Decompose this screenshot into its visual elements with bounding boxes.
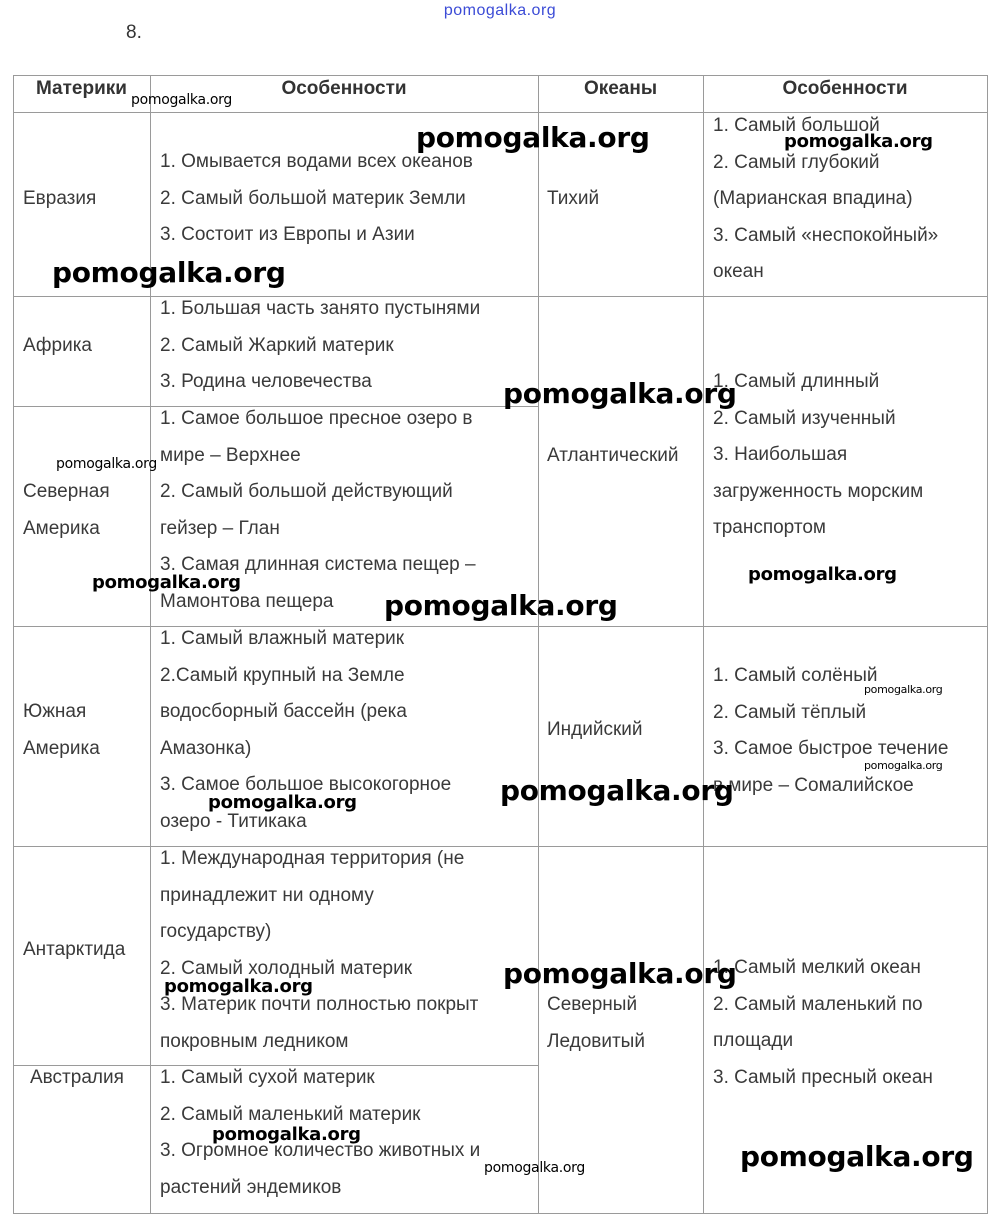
watermark: pomogalka.org bbox=[784, 131, 933, 152]
header-ocean-features: Особенности bbox=[782, 78, 908, 99]
watermark: pomogalka.org bbox=[484, 1160, 585, 1176]
pacific-features: 1. Самый большой 2. Самый глубокий (Марианская впадина) 3. Самый «неспокойный» океан bbox=[713, 115, 939, 282]
header-continent-features: Особенности bbox=[281, 78, 407, 99]
continent-antarctica: Антарктида bbox=[23, 939, 126, 960]
watermark: pomogalka.org bbox=[503, 377, 737, 410]
watermark: pomogalka.org bbox=[503, 957, 737, 990]
watermark: pomogalka.org bbox=[208, 792, 357, 813]
watermark: pomogalka.org bbox=[92, 572, 241, 593]
header-continents: Материки bbox=[36, 78, 127, 99]
watermark: pomogalka.org bbox=[164, 976, 313, 997]
watermark: pomogalka.org bbox=[864, 759, 943, 772]
australia-features: 1. Самый сухой материк 2. Самый маленький материк 3. Огромное количество животных и растений эндемиков bbox=[160, 1067, 481, 1198]
ocean-atlantic: Атлантический bbox=[547, 445, 679, 466]
north-america-features: 1. Самое большое пресное озеро в мире – Верхнее 2. Самый большой действующий гейзер – Глан 3. Самая длинная система пещер – Мамонтова пещера bbox=[160, 408, 476, 612]
ocean-arctic: Северный Ледовитый bbox=[547, 994, 645, 1052]
task-number: 8. bbox=[126, 22, 142, 43]
watermark: pomogalka.org bbox=[748, 564, 897, 585]
watermark: pomogalka.org bbox=[56, 456, 157, 472]
watermark: pomogalka.org bbox=[740, 1140, 974, 1173]
site-header-link[interactable]: pomogalka.org bbox=[443, 2, 557, 19]
continent-australia: Австралия bbox=[30, 1067, 124, 1088]
continent-eurasia: Евразия bbox=[23, 188, 97, 209]
watermark: pomogalka.org bbox=[131, 92, 232, 108]
south-america-features: 1. Самый влажный материк 2.Самый крупный на Земле водосборный бассейн (река Амазонка) 3. Самое большое высокогорное озеро - Титикака bbox=[160, 628, 452, 832]
indian-features: 1. Самый солёный 2. Самый тёплый 3. Самое быстрое течение в мире – Сомалийское bbox=[713, 665, 949, 796]
ocean-pacific: Тихий bbox=[547, 188, 600, 209]
header-oceans: Океаны bbox=[583, 78, 658, 99]
watermark: pomogalka.org bbox=[52, 256, 286, 289]
continent-south-america: Южная Америка bbox=[23, 701, 100, 759]
ocean-indian: Индийский bbox=[547, 719, 643, 740]
watermark: pomogalka.org bbox=[864, 683, 943, 696]
continent-north-america: Северная Америка bbox=[23, 481, 110, 539]
arctic-features: 1. Самый мелкий океан 2. Самый маленький по площади 3. Самый пресный океан bbox=[713, 957, 933, 1088]
africa-features: 1. Большая часть занято пустынями 2. Самый Жаркий материк 3. Родина человечества bbox=[160, 298, 481, 392]
eurasia-features: 1. Омывается водами всех океанов 2. Самый большой материк Земли 3. Состоит из Европы и Азии bbox=[160, 151, 473, 245]
watermark: pomogalka.org bbox=[212, 1124, 361, 1145]
continent-africa: Африка bbox=[23, 335, 92, 356]
watermark: pomogalka.org bbox=[416, 121, 650, 154]
atlantic-features: 1. Самый длинный 2. Самый изученный 3. Наибольшая загруженность морским транспортом bbox=[713, 371, 924, 538]
watermark: pomogalka.org bbox=[500, 774, 734, 807]
watermark: pomogalka.org bbox=[384, 589, 618, 622]
antarctica-features: 1. Международная территория (не принадлежит ни одному государству) 2. Самый холодный материк 3. Материк почти полностью покрыт покровным ледником bbox=[160, 848, 479, 1052]
